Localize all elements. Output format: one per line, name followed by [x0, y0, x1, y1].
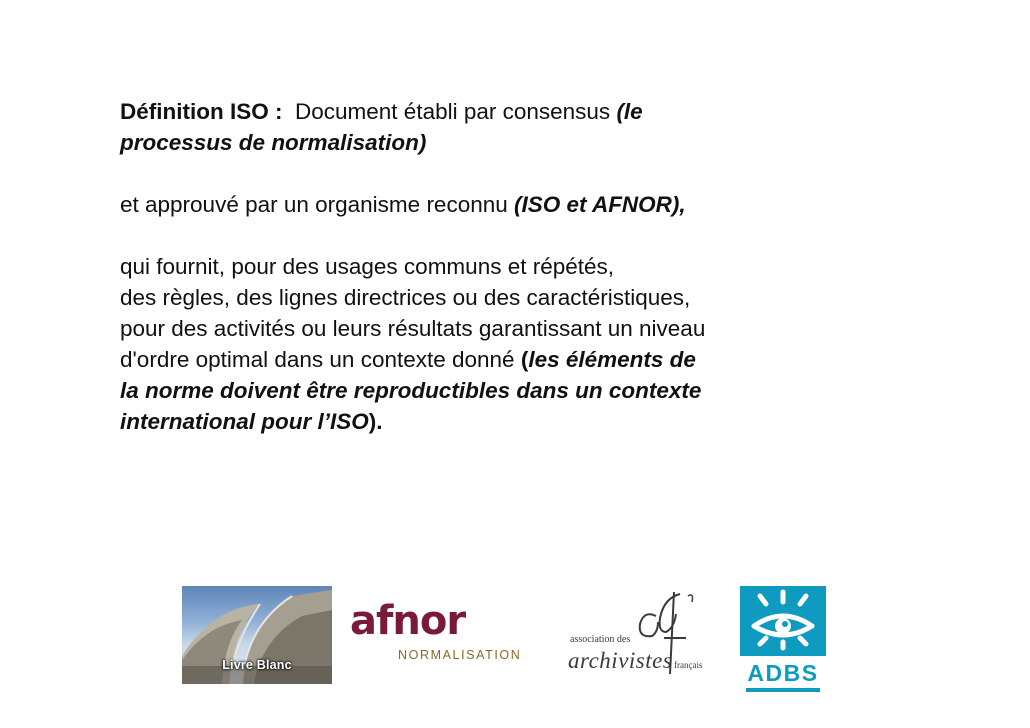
definition-line-4: qui fournit, pour des usages communs et répétés, — [120, 254, 615, 279]
adbs-logo — [740, 586, 826, 694]
eye-icon — [740, 586, 826, 656]
aaf-association-text: association des — [570, 634, 631, 645]
livre-blanc-label: Livre Blanc — [222, 658, 292, 672]
logo-row — [0, 580, 1030, 700]
aaf-archivistes-text: archivistes — [568, 648, 673, 673]
definition-paren-open: ( — [520, 347, 529, 372]
definition-text-1: Document établi par consensus — [282, 99, 617, 124]
definition-line-2 — [120, 127, 920, 158]
definition-italic-2: processus de normalisation) — [120, 130, 427, 155]
livre-blanc-image — [182, 586, 332, 684]
definition-text-3: et approuvé par un organisme reconnu — [120, 192, 515, 217]
adbs-underline — [746, 688, 820, 692]
definition-label: Définition ISO : — [120, 99, 283, 124]
definition-line-3 — [120, 189, 920, 220]
adbs-emblem — [740, 586, 826, 656]
afnor-wordmark: afnor — [350, 598, 466, 644]
aaf-logo — [566, 588, 712, 684]
definition-italic-7: les éléments de — [528, 347, 696, 372]
definition-line-5: des règles, des lignes directrices ou des caractéristiques, — [120, 285, 691, 310]
definition-text — [120, 96, 920, 437]
definition-italic-8: la norme doivent être reproductibles dans un contexte — [120, 378, 702, 403]
afnor-logo — [350, 598, 542, 664]
definition-end: ). — [368, 409, 383, 434]
afnor-subtitle: NORMALISATION — [398, 648, 522, 662]
aaf-francais-text: français — [674, 660, 703, 670]
definition-italic-3: (ISO et AFNOR), — [514, 192, 686, 217]
definition-italic-9: international pour l’ISO — [120, 409, 369, 434]
definition-text-7: d'ordre optimal dans un contexte donné — [120, 347, 521, 372]
definition-italic-1: (le — [616, 99, 643, 124]
definition-line-9 — [120, 406, 920, 437]
definition-line-7 — [120, 344, 920, 375]
definition-line-1 — [120, 96, 920, 127]
definition-line-6: pour des activités ou leurs résultats garantissant un niveau — [120, 316, 706, 341]
definition-line-8 — [120, 375, 920, 406]
adbs-wordmark: ADBS — [747, 660, 819, 686]
